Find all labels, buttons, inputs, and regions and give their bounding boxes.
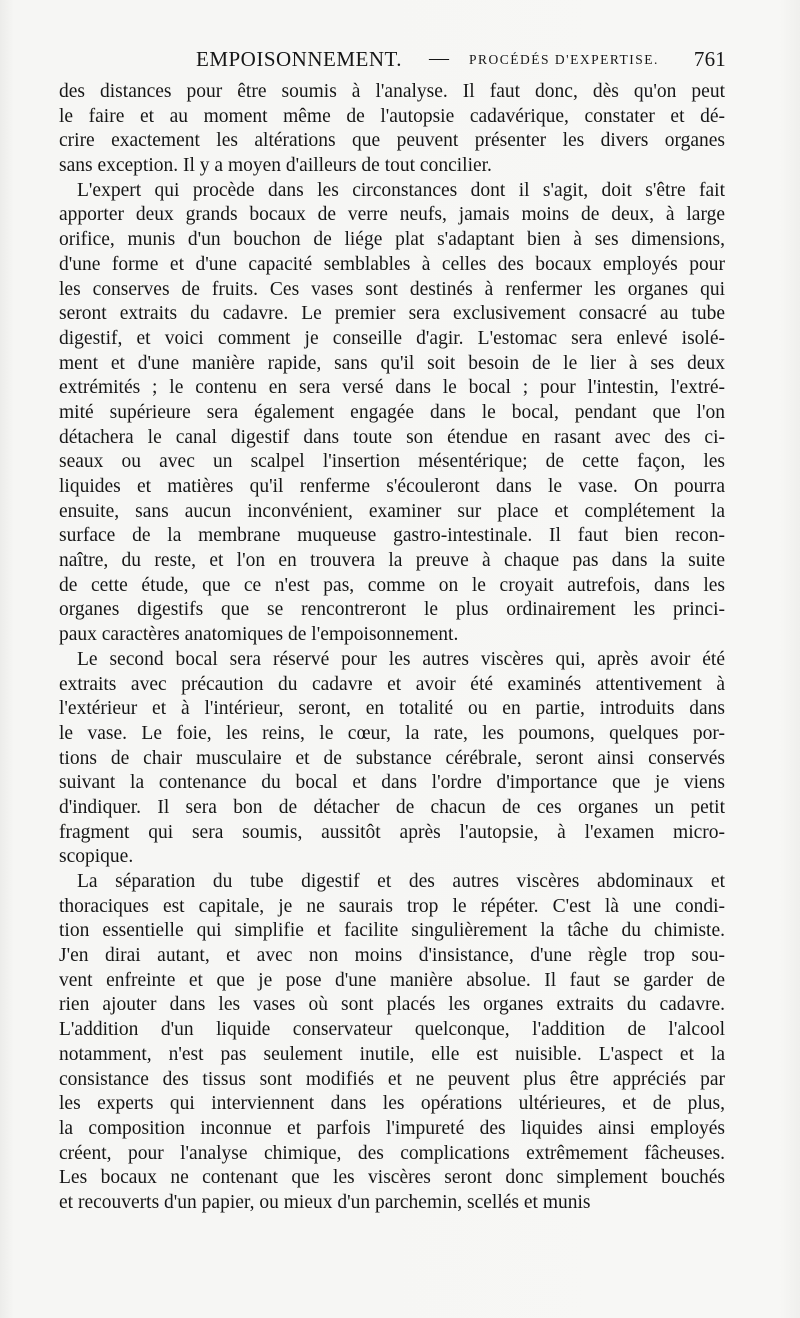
text-line: mité supérieure sera également engagée dans le bocal, pendant que l'on (59, 401, 725, 423)
text-line: tion essentielle qui simplifie et facilite singulièrement la tâche du chimiste. (59, 920, 725, 942)
text-line: fragment qui sera soumis, aussitôt après l'autopsie, à l'examen micro- (59, 821, 725, 843)
paragraph (59, 179, 725, 648)
text-line: de cette étude, que ce n'est pas, comme on le croyait autrefois, dans les (59, 574, 725, 596)
text-line: J'en dirai autant, et avec non moins d'insistance, d'une règle trop sou- (59, 945, 725, 967)
text-line: consistance des tissus sont modifiés et ne peuvent plus être appréciés par (59, 1068, 725, 1090)
paragraph (59, 648, 725, 870)
text-line: extraits avec précaution du cadavre et avoir été examinés attentivement à (59, 673, 725, 695)
text-line: et recouverts d'un papier, ou mieux d'un parchemin, scellés et munis (59, 1191, 591, 1213)
text-line: d'une forme et d'une capacité semblables à celles des bocaux employés pour (59, 253, 725, 275)
text-line: orifice, munis d'un bouchon de liége plat s'adaptant bien à ses dimensions, (59, 229, 725, 251)
text-line: d'indiquer. Il sera bon de détacher de chacun de ces organes un petit (59, 796, 725, 818)
paragraph (59, 870, 725, 1216)
text-line: détachera le canal digestif dans toute son étendue en rasant avec des ci- (59, 426, 725, 448)
page-number: 761 (693, 47, 726, 71)
text-line: scopique. (59, 846, 134, 868)
text-line: liquides et matières qu'il renferme s'écouleront dans le vase. On pourra (59, 476, 725, 497)
text-line: naître, du reste, et l'on en trouvera la preuve à chaque pas dans la suite (59, 550, 725, 572)
text-line: ensuite, sans aucun inconvénient, examiner sur place et complétement la (59, 500, 725, 522)
text-line: seront extraits du cadavre. Le premier sera exclusivement consacré au tube (59, 303, 725, 325)
text-line: Le second bocal sera réservé pour les autres viscères qui, après avoir été (77, 648, 725, 670)
text-line: rien ajouter dans les vases où sont placés les organes extraits du cadavre. (59, 994, 725, 1016)
section-subtitle: PROCÉDÉS D'EXPERTISE. (469, 52, 659, 67)
text-line: thoraciques est capitale, je ne saurais trop le répéter. C'est là une condi- (59, 895, 725, 917)
text-line: la composition inconnue et parfois l'impureté des liquides ainsi employés (59, 1117, 725, 1139)
running-header (60, 44, 730, 78)
text-line: L'addition d'un liquide conservateur quelconque, l'addition de l'alcool (59, 1019, 725, 1041)
text-line: le faire et au moment même de l'autopsie cadavérique, constater et dé- (59, 105, 725, 127)
text-line: ment et d'une manière rapide, sans qu'il soit besoin de le lier à ses deux (59, 352, 725, 374)
paragraph (59, 80, 725, 179)
text-line: seaux ou avec un scalpel l'insertion mésentérique; de cette façon, les (59, 451, 725, 473)
text-line: les conserves de fruits. Ces vases sont destinés à renfermer les organes qui (59, 278, 725, 300)
text-line: des distances pour être soumis à l'analyse. Il faut donc, dès qu'on peut (59, 81, 725, 102)
text-line: apporter deux grands bocaux de verre neufs, jamais moins de deux, à large (59, 204, 725, 226)
text-line: sans exception. Il y a moyen d'ailleurs de tout concilier. (59, 155, 492, 177)
text-line: La séparation du tube digestif et des autres viscères abdominaux et (77, 871, 725, 892)
text-line: tions de chair musculaire et de substance cérébrale, seront ainsi conservés (59, 747, 725, 769)
text-line: le vase. Le foie, les reins, le cœur, la rate, les poumons, quelques por- (59, 722, 725, 744)
text-line: l'extérieur et à l'intérieur, seront, en totalité ou en partie, introduits dans (59, 698, 725, 720)
text-line: L'expert qui procède dans les circonstances dont il s'agit, doit s'être fait (77, 179, 725, 201)
text-line: paux caractères anatomiques de l'empoisonnement. (59, 624, 459, 646)
text-line: organes digestifs que se rencontreront le plus ordinairement les princi- (59, 599, 725, 621)
running-title: EMPOISONNEMENT. (196, 47, 403, 71)
text-line: digestif, et voici comment je conseille d'agir. L'estomac sera enlevé isolé- (59, 327, 725, 349)
text-line: surface de la membrane muqueuse gastro-intestinale. Il faut bien recon- (59, 525, 725, 547)
header-dash: — (429, 47, 450, 69)
text-line: extrémités ; le contenu en sera versé dans le bocal ; pour l'intestin, l'extré- (59, 377, 725, 399)
text-line: vent enfreinte et que je pose d'une manière absolue. Il faut se garder de (59, 969, 725, 991)
text-line: créent, pour l'analyse chimique, des complications extrêmement fâcheuses. (59, 1142, 725, 1164)
body-text (59, 80, 725, 1216)
text-line: Les bocaux ne contenant que les viscères seront donc simplement bouchés (59, 1167, 725, 1189)
text-line: notamment, n'est pas seulement inutile, elle est nuisible. L'aspect et la (59, 1043, 725, 1065)
text-line: les experts qui interviennent dans les opérations ultérieures, et de plus, (59, 1093, 725, 1115)
text-line: suivant la contenance du bocal et dans l'ordre d'importance que je viens (59, 772, 725, 794)
text-line: crire exactement les altérations que peuvent présenter les divers organes (59, 130, 725, 152)
